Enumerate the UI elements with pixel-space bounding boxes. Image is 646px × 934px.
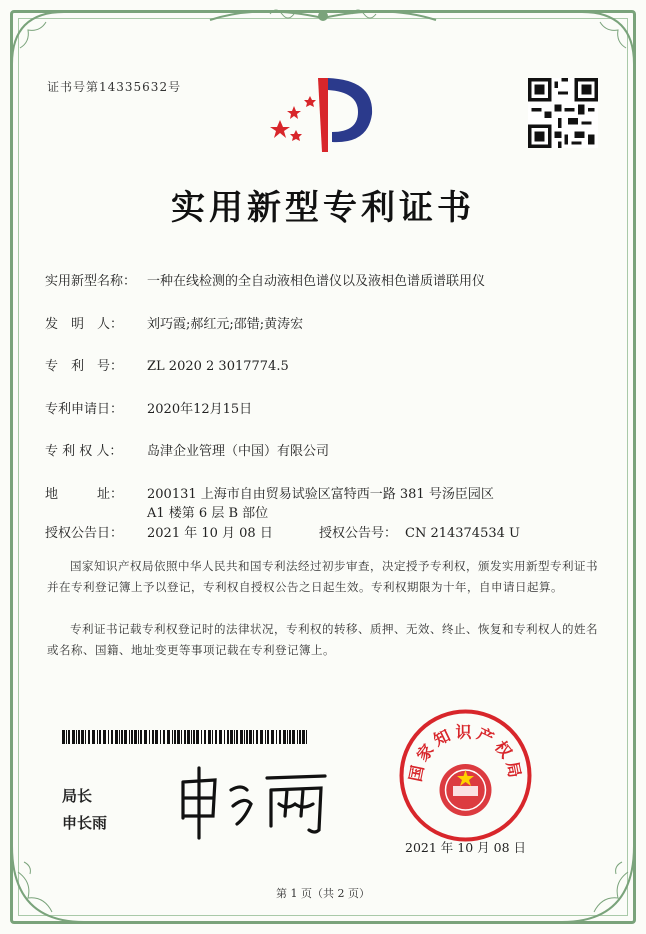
page-footer: 第 1 页（共 2 页） (276, 887, 370, 900)
cnipa-logo-icon (270, 70, 380, 160)
seal-date: 2021 年 10 月 08 日 (405, 840, 526, 855)
field-label: 专利申请日： (45, 402, 124, 417)
field-value: 一种在线检测的全自动液相色谱仪以及液相色谱质谱联用仪 (147, 274, 486, 289)
field-value: 200131 上海市自由贸易试验区富特西一路 381 号汤臣园区 (147, 487, 494, 502)
corner-ornament-bottom-left-icon (8, 842, 88, 926)
director-title: 局长 (62, 787, 93, 805)
field-value: 刘巧霞;郝红元;邵错;黄涛宏 (147, 317, 304, 332)
corner-ornament-top-left-icon (8, 8, 68, 68)
grant-number-value: CN 214374534 U (405, 526, 520, 541)
grant-date-label: 授权公告日： (45, 526, 124, 541)
corner-ornament-top-right-icon (578, 8, 638, 68)
field-label: 实用新型名称： (45, 274, 137, 289)
field-patentee (45, 440, 329, 459)
field-label: 专 利 权 人： (45, 444, 123, 459)
director-name: 申长雨 (62, 814, 108, 832)
field-address (45, 483, 494, 502)
field-value: 岛津企业管理（中国）有限公司 (147, 444, 330, 459)
field-patent-number (45, 355, 289, 374)
paragraph-legal-status: 专利证书记载专利权登记时的法律状况，专利权的转移、质押、无效、终止、恢复和专利权人的姓名或名称、国籍、地址变更等事项记载在专利登记簿上。 (47, 622, 598, 657)
grant-number-label: 授权公告号： (319, 526, 398, 541)
field-inventors (45, 313, 303, 332)
field-utility-model-name (45, 270, 485, 289)
field-value: 2020年12月15日 (147, 402, 253, 417)
field-value: A1 楼第 6 层 B 部位 (147, 506, 269, 521)
certificate-number: 证书号第14335632号 (47, 80, 182, 94)
svg-text:国家知识产权局: 国家知识产权局 (405, 722, 526, 784)
grant-date-value: 2021 年 10 月 08 日 (147, 526, 273, 541)
page-title: 实用新型专利证书 (171, 188, 475, 228)
corner-ornament-bottom-right-icon (558, 842, 638, 926)
barcode-icon (62, 730, 307, 744)
field-application-date (45, 398, 252, 417)
director-signature-icon (175, 760, 335, 840)
paragraph-grant-notice: 国家知识产权局依照中华人民共和国专利法经过初步审查，决定授予专利权，颁发实用新型专利证书并在专利登记簿上予以登记，专利权自授权公告之日起生效。专利权期限为十年，自申请日起算。 (47, 559, 598, 594)
field-grant-info (45, 522, 520, 541)
field-label: 地 址： (45, 487, 124, 502)
field-value: ZL 2020 2 3017774.5 (147, 359, 289, 374)
field-label: 专 利 号： (45, 359, 124, 374)
field-address-line-2 (45, 502, 268, 521)
top-ornament-icon (200, 4, 446, 30)
field-label: 发 明 人： (45, 317, 124, 332)
official-seal-icon (398, 708, 533, 843)
qr-code-icon (528, 78, 598, 148)
